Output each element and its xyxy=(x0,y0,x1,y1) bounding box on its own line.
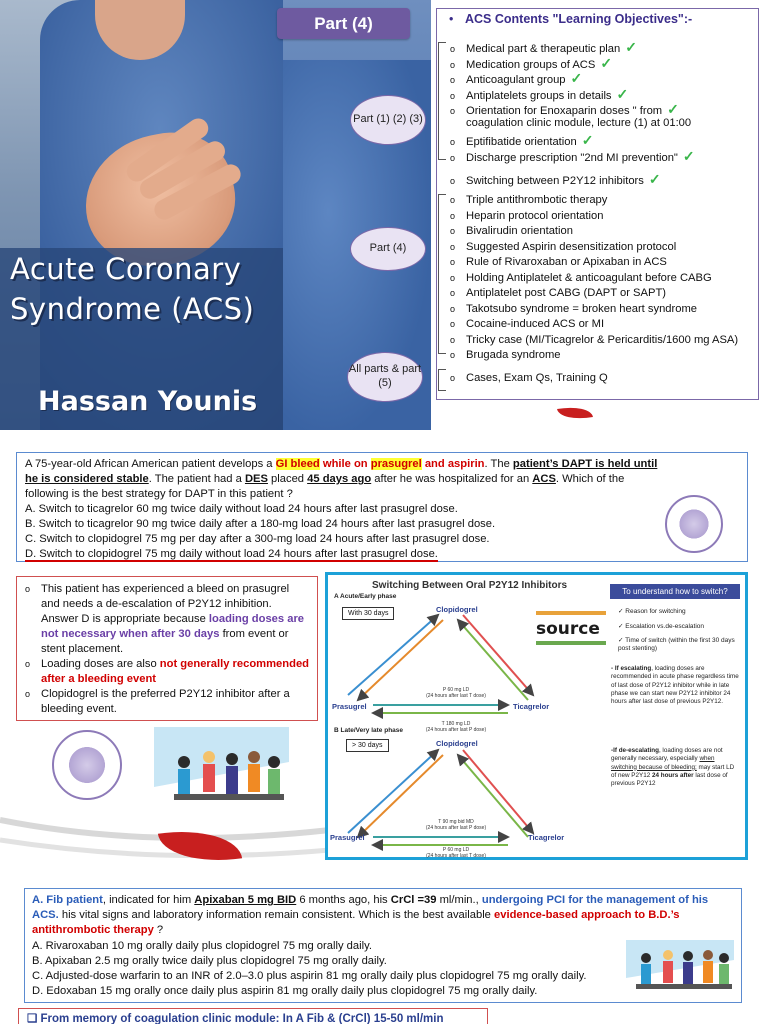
diagram-panel-a-label: A Acute/Early phase xyxy=(334,593,397,600)
check-icon: ✓ xyxy=(648,171,661,187)
diagram-panel-b-box: > 30 days xyxy=(346,739,389,752)
group-label-all-parts: All parts & part (5) xyxy=(347,352,423,402)
q2-option-c: C. Adjusted-dose warfarin to an INR of 2.0–3.0 plus aspirin 81 mg orally daily plus clopidogrel 75 mg orally daily. xyxy=(32,970,587,983)
objective-item: o Bivalirudin orientation xyxy=(450,225,573,237)
academy-logo-icon xyxy=(52,730,122,800)
objective-item: o Takotsubo syndrome = broken heart syndrome xyxy=(450,302,698,315)
objective-item: o Eptifibatide orientation ✓ xyxy=(450,132,594,148)
diagram-a-t180: T 180 mg LD (24 hours after last P dose) xyxy=(425,721,487,733)
diagram-clopidogrel-b: Clopidogrel xyxy=(436,739,478,748)
group-label-part4: Part (4) xyxy=(350,227,426,271)
objective-switching: o Switching between P2Y12 inhibitors ✓ xyxy=(450,171,661,187)
source-bar-green xyxy=(536,641,606,645)
question-1-stem: A 75-year-old African American patient develops a GI bleed while on prasugrel and aspirin. The patient’s DAPT is held until he is considered stable. The patient had a DES placed 45 days ago after he was hospitalized for an ACS. Which of the following is the best strategy for DAPT in this patient ? xyxy=(25,458,658,500)
q2-option-b: B. Apixaban 2.5 mg orally twice daily plus clopidogrel 75 mg orally daily. xyxy=(32,954,387,967)
explanation-point-3: o Clopidogrel is the preferred P2Y12 inhibitor after a bleeding event. xyxy=(25,688,290,715)
check-icon: ✓ xyxy=(616,86,629,102)
contents-bullet: • xyxy=(449,12,454,26)
bracket xyxy=(438,194,446,354)
diagram-ticagrelor-a: Ticagrelor xyxy=(513,702,550,711)
understand-item-3: ✓ Time of switch (within the first 30 days post stenting) xyxy=(618,637,735,652)
understand-item-1: ✓ Reason for switching xyxy=(618,608,686,615)
diagram-a-p60: P 60 mg LD (24 hours after last T dose) xyxy=(426,687,486,699)
explanation-point-1: o This patient has experienced a bleed on prasugrel and needs a de-escalation of P2Y12 inhibition. Answer D is appropriate because loading doses are not necessary when after 30 days from event or stent placement. xyxy=(25,583,305,655)
q2-option-d: D. Edoxaban 15 mg orally once daily plus aspirin 81 mg orally daily plus clopidogrel 75 mg orally daily. xyxy=(32,985,538,998)
diagram-panel-b-label: B Late/Very late phase xyxy=(334,727,404,734)
diagram-b-p60: P 60 mg LD (24 hours after last T dose) xyxy=(426,847,486,859)
objective-item: coagulation clinic module, lecture (1) at 01:00 xyxy=(466,117,692,129)
source-bar-orange xyxy=(536,611,606,615)
bracket xyxy=(438,369,446,391)
check-icon: ✓ xyxy=(570,70,583,86)
objective-item: o Anticoagulant group ✓ xyxy=(450,70,583,86)
question-2-stem: A. Fib patient, indicated for him Apixaban 5 mg BID 6 months ago, his CrCl =39 ml/min., undergoing PCI for the management of his ACS. his vital signs and laboratory information remain consistent. Which is the best available evidence-based approach to B.D.’s antithrombotic therapy ? xyxy=(32,894,709,937)
objective-item: o Triple antithrombotic therapy xyxy=(450,194,608,206)
contents-title: ACS Contents "Learning Objectives":- xyxy=(465,12,693,26)
deescalating-note: -If de-escalating, loading doses are not generally necessary, especially when switching because of bleeding; may start LD of new P2Y12 24 hours after last dose of previous P2Y12 xyxy=(611,747,735,788)
check-icon: ✓ xyxy=(600,55,613,71)
diagram-ticagrelor-b: Ticagrelor xyxy=(528,833,565,842)
diagram-prasugrel-b: Prasugrel xyxy=(330,833,365,842)
check-icon: ✓ xyxy=(625,39,637,55)
bracket xyxy=(438,42,446,160)
check-icon: ✓ xyxy=(682,148,695,164)
group-label-part123: Part (1) (2) (3) xyxy=(350,95,426,145)
objective-item: o Medication groups of ACS ✓ xyxy=(450,55,613,71)
team-people-illustration xyxy=(154,727,289,817)
footer-note: ❑ From memory of coagulation clinic module: In A Fib & (CrCl) 15-50 ml/min xyxy=(18,1008,488,1024)
diagram-arrows xyxy=(328,575,608,860)
q1-option-a: A. Switch to ticagrelor 60 mg twice daily without load 24 hours after last prasugrel dose. xyxy=(25,503,458,515)
objective-item: o Antiplatelet post CABG (DAPT or SAPT) xyxy=(450,287,666,299)
objective-item: o Holding Antiplatelet & anticoagulant before CABG xyxy=(450,271,712,284)
objective-cases: o Cases, Exam Qs, Training Q xyxy=(450,372,608,384)
diagram-prasugrel-a: Prasugrel xyxy=(332,702,367,711)
explanation-point-2: o Loading doses are also not generally recommended after a bleeding event xyxy=(25,658,310,685)
objective-item: o Rule of Rivaroxaban or Apixaban in ACS xyxy=(450,256,667,268)
objective-item: o Cocaine-induced ACS or MI xyxy=(450,318,605,330)
diagram-panel-a-box: With 30 days xyxy=(342,607,394,620)
understand-item-2: ✓ Escalation vs.de-escalation xyxy=(618,623,705,630)
source-label: source xyxy=(536,619,600,639)
explanation-box xyxy=(16,576,318,721)
check-icon: ✓ xyxy=(581,132,594,148)
escalating-note: - If escalating, loading doses are recommended in acute phase regardless time of last dose of P2Y12 inhibitor while in late phase we can start new P2Y12 inhibitor 24 hours after last dose of previous P2Y12. xyxy=(611,665,739,706)
question-1 xyxy=(16,452,748,562)
academy-logo-icon xyxy=(665,495,723,553)
objective-item: o Medical part & therapeutic plan ✓ xyxy=(450,39,637,55)
q1-option-d: D. Switch to clopidogrel 75 mg daily without load 24 hours after last prasugrel dose. xyxy=(25,548,438,560)
objective-item: o Discharge prescription "2nd MI prevention" ✓ xyxy=(450,148,695,164)
understand-title: To understand how to switch? xyxy=(610,584,740,599)
q2-option-a: A. Rivaroxaban 10 mg orally daily plus clopidogrel 75 mg orally daily. xyxy=(32,939,372,952)
objective-item: o Suggested Aspirin desensitization protocol xyxy=(450,240,677,253)
q1-option-c: C. Switch to clopidogrel 75 mg per day after a 300-mg load 24 hours after last prasugrel dose. xyxy=(25,533,490,545)
diagram-title: Switching Between Oral P2Y12 Inhibitors xyxy=(372,580,568,591)
cover-title-line2: Syndrome (ACS) xyxy=(10,292,255,326)
diagram-b-t90: T 90 mg bid MD (24 hours after last P dose) xyxy=(425,819,487,831)
cover-author: Hassan Younis xyxy=(38,386,258,417)
cover-title-line1: Acute Coronary xyxy=(10,252,242,286)
objective-item: o Heparin protocol orientation xyxy=(450,209,604,222)
objective-item: o Brugada syndrome xyxy=(450,349,561,361)
team-people-illustration xyxy=(626,940,734,996)
check-icon: ✓ xyxy=(667,101,679,117)
objective-item: o Tricky case (MI/Ticagrelor & Pericarditis/1600 mg ASA) xyxy=(450,333,739,346)
objective-item: o Antiplatelets groups in details ✓ xyxy=(450,86,629,102)
part-label: Part (4) xyxy=(277,8,410,39)
objective-item: o Orientation for Enoxaparin doses " from ✓ xyxy=(450,101,679,117)
leaf-decoration xyxy=(557,403,593,423)
diagram-clopidogrel-a: Clopidogrel xyxy=(436,605,478,614)
cover-image xyxy=(0,0,283,430)
q1-option-b: B. Switch to ticagrelor 90 mg twice daily after a 180-mg load 24 hours after last prasugrel dose. xyxy=(25,518,496,530)
switching-diagram xyxy=(325,572,748,860)
